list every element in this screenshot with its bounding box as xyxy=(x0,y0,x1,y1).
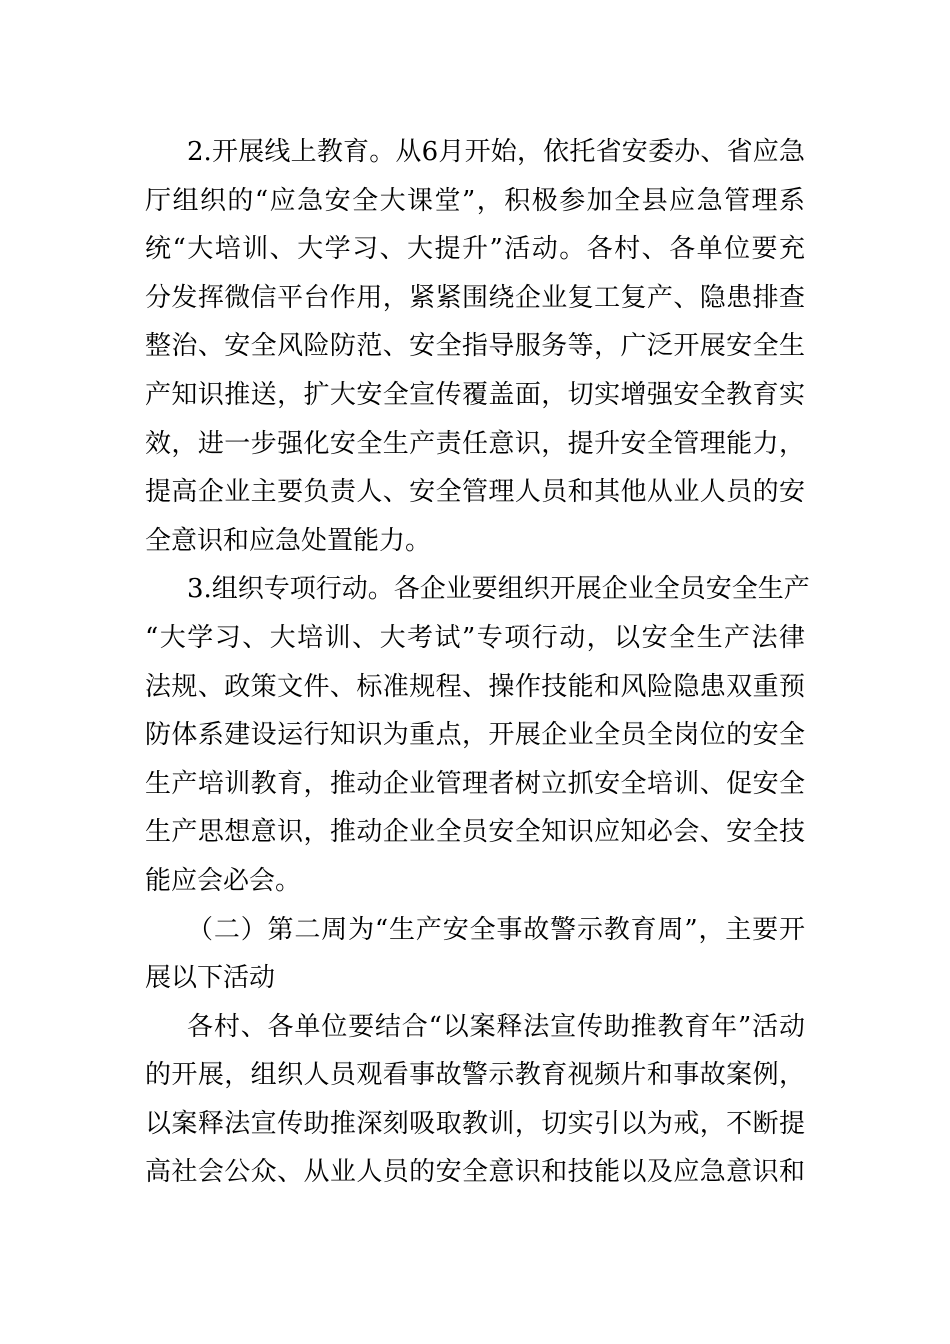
text-line: 3.组织专项行动。各企业要组织开展企业全员安全生产 xyxy=(187,574,810,605)
text-line: 2.开展线上教育。从6月开始，依托省安委办、省应急 xyxy=(187,137,805,167)
text-line: 防体系建设运行知识为重点，开展企业全员全岗位的安全 xyxy=(145,720,805,751)
text-line: 提高企业主要负责人、安全管理人员和其他从业人员的安 xyxy=(145,477,805,508)
text-line: 能应会必会。 xyxy=(145,865,302,896)
text-line: （二）第二周为“生产安全事故警示教育周”，主要开 xyxy=(187,914,805,945)
text-line: 法规、政策文件、标准规程、操作技能和风险隐患双重预 xyxy=(145,671,805,702)
document-page xyxy=(145,128,810,1197)
text-line: 生产思想意识，推动企业全员安全知识应知必会、安全技 xyxy=(145,817,805,848)
text-line: 全意识和应急处置能力。 xyxy=(145,525,432,556)
text-line: 以案释法宣传助推深刻吸取教训，切实引以为戒，不断提 xyxy=(145,1108,805,1139)
text-line: 厅组织的“应急安全大课堂”，积极参加全县应急管理系 xyxy=(145,185,805,216)
text-line: 各村、各单位要结合“以案释法宣传助推教育年”活动 xyxy=(187,1011,805,1042)
paragraph-online-education xyxy=(145,128,805,565)
text-line: 整治、安全风险防范、安全指导服务等，广泛开展安全生 xyxy=(145,331,805,362)
text-line: 展以下活动 xyxy=(145,963,276,994)
text-line: 效，进一步强化安全生产责任意识，提升安全管理能力， xyxy=(145,428,805,459)
section-heading-week-two xyxy=(145,906,805,1003)
text-line: “大学习、大培训、大考试”专项行动，以安全生产法律 xyxy=(145,622,805,653)
paragraph-warning-education xyxy=(145,1003,805,1197)
text-line: 生产培训教育，推动企业管理者树立抓安全培训、促安全 xyxy=(145,768,805,799)
text-line: 高社会公众、从业人员的安全意识和技能以及应急意识和 xyxy=(145,1157,805,1188)
text-line: 的开展，组织人员观看事故警示教育视频片和事故案例， xyxy=(145,1060,805,1091)
text-line: 分发挥微信平台作用，紧紧围绕企业复工复产、隐患排查 xyxy=(145,282,805,313)
text-line: 产知识推送，扩大安全宣传覆盖面，切实增强安全教育实 xyxy=(145,379,805,410)
text-line: 统“大培训、大学习、大提升”活动。各村、各单位要充 xyxy=(145,234,805,265)
paragraph-special-action xyxy=(145,565,810,905)
